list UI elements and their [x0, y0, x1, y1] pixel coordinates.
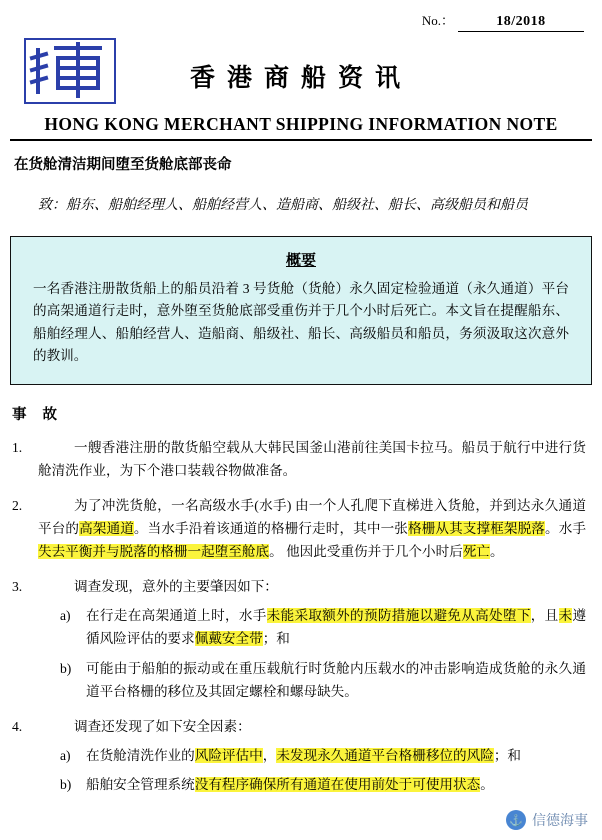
watermark [506, 810, 588, 830]
incident-paragraph [12, 494, 586, 563]
incident-sub-item [60, 773, 586, 796]
addressee-line: 致：船东、船舶经理人、船舶经营人、造船商、船级社、船长、高级船员和船员 [38, 198, 528, 213]
highlighted-text: 高架通道 [79, 521, 134, 537]
paragraph-text: 一艘香港注册的散货船空载从大韩民国釜山港前往美国卡拉马。船员于航行中进行货舱清洗作业，为下个港口装载谷物做准备。 [38, 439, 586, 478]
sub-item-label: b) [60, 777, 72, 792]
incident-paragraph [12, 436, 586, 482]
masthead [12, 36, 590, 108]
summary-box [10, 236, 592, 385]
paragraph-number: 2. [12, 497, 23, 513]
incident-sub-item [60, 657, 586, 703]
sub-item-label: b) [60, 660, 72, 676]
paragraph-number: 3. [12, 579, 23, 595]
watermark-text: 信德海事 [532, 812, 588, 828]
highlighted-text: 没有程序确保所有通道在使用前处于可使用状态 [194, 777, 481, 792]
incident-paragraph [12, 575, 586, 598]
paragraph-number: 1. [12, 439, 23, 455]
highlighted-text: 失去平衡并与脱落的格栅一起堕至舱底 [38, 544, 270, 560]
sub-item-text: 在货舱清洗作业的风险评估中，未发现永久通道平台格栅移位的风险；和 [86, 747, 521, 763]
highlighted-text: 格栅从其支撑框架脱落 [407, 521, 546, 537]
paragraph-text: 调查还发现了如下安全因素： [74, 718, 251, 734]
highlighted-text: 未发现永久通道平台格栅移位的风险 [276, 747, 494, 763]
highlighted-text: 死亡 [462, 544, 490, 560]
sub-item-text: 在行走在高架通道上时，水手未能采取额外的预防措施以避免从高处堕下，且未遵循风险评估的要求佩戴安全带；和 [86, 608, 587, 647]
paragraph-text: 为了冲洗货舱，一名高级水手(水手) 由一个人孔爬下直梯进入货舱，并到达永久通道平台的高架通道。当水手沿着该通道的格栅行走时，其中一张格栅从其支撑框架脱落。水手失去平衡并与脱落的格栅一起堕至舱底。 他因此受重伤并于几个小时后死亡。 [38, 497, 587, 560]
incident-paragraph [12, 715, 586, 738]
document-number-row [0, 0, 602, 32]
page-title-cn: 香港商船资讯 [189, 65, 412, 92]
highlighted-text: 风险评估中 [194, 747, 263, 763]
section-heading-incident: 事 故 [12, 406, 64, 423]
incident-sub-item [60, 744, 586, 767]
summary-text: 一名香港注册散货船上的船员沿着 3 号货舱（货舱）永久固定检验通道（永久通道）平台的高架通道行走时，意外堕至货舱底部受重伤并于几个小时后死亡。本文旨在提醒船东、船舶经理人、船舶经营人、造船商、船级社、船长、高级船员和船员，务须汲取这次意外的教训。 [33, 281, 569, 364]
paragraph-text: 调查发现，意外的主要肇因如下： [74, 579, 278, 595]
subject-line: 在货舱清洁期间堕至货舱底部丧命 [14, 157, 232, 173]
incident-sub-item [60, 604, 586, 650]
header-divider [10, 139, 592, 141]
page-title-en: HONG KONG MERCHANT SHIPPING INFORMATION NOTE [44, 114, 558, 134]
highlighted-text: 未 [558, 608, 573, 624]
hoi-seal-logo-icon [24, 38, 116, 104]
anchor-icon: ⚓ [506, 810, 526, 830]
sub-item-text: 可能由于船舶的振动或在重压载航行时货舱内压载水的冲击影响造成货舱的永久通道平台格栅的移位及其固定螺栓和螺母缺失。 [86, 660, 586, 699]
sub-item-label: a) [60, 747, 71, 763]
incident-list [0, 436, 602, 796]
sub-item-text: 船舶安全管理系统没有程序确保所有通道在使用前处于可使用状态。 [86, 777, 494, 792]
highlighted-text: 佩戴安全带 [194, 631, 263, 647]
paragraph-number: 4. [12, 718, 23, 734]
document-number-value: 18/2018 [458, 14, 584, 32]
document-number-label: No.： [421, 13, 454, 28]
highlighted-text: 未能采取额外的预防措施以避免从高处堕下 [266, 608, 531, 624]
sub-item-label: a) [60, 608, 71, 624]
summary-title: 概要 [285, 253, 316, 269]
